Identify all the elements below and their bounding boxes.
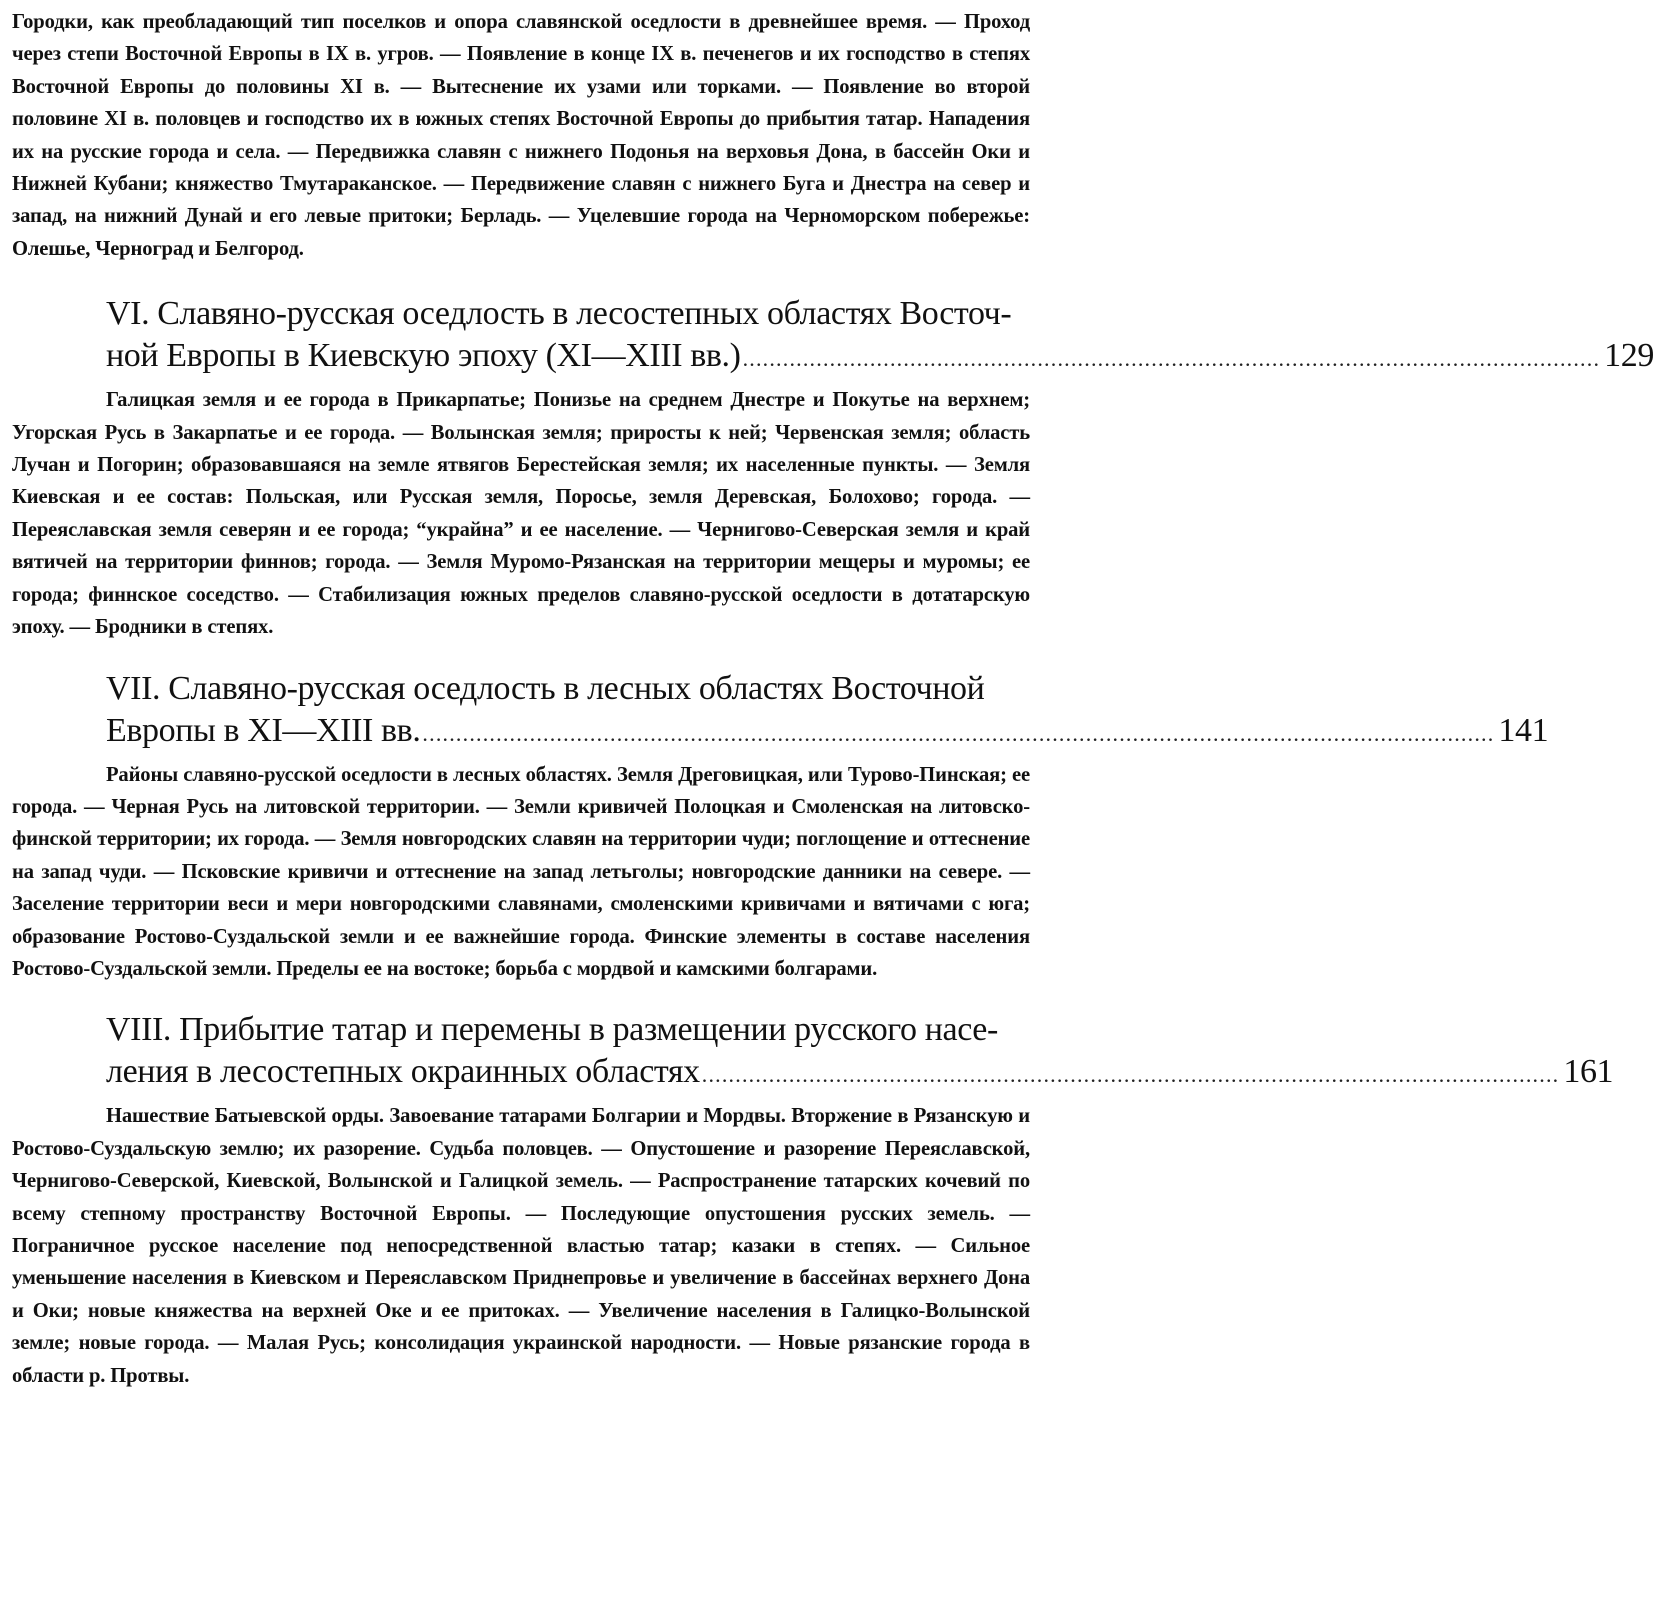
section-heading	[12, 293, 1654, 380]
toc-section-viii	[12, 1009, 1614, 1392]
section-heading-line-1: VII. Славяно-русская оседлость в лесных областях Восточной	[106, 669, 985, 707]
page-number: 161	[1563, 1053, 1614, 1091]
dot-leader: ................................................................................................................................................................	[422, 720, 1495, 746]
intro-summary: Городки, как преобладающий тип поселков и опора славянской оседлости в древнейшее время. — Проход через степи Восточной Европы в IX в. угров. — Появление в конце IX в. печенегов и их господство в степях Восточной Европы до половины XI в. — Вытеснение их узами или торками. — Появление во второй половине XI в. половцев и господство их в южных степях Восточной Европы до прибытия татар. Нападения их на русские города и села. — Передвижка славян с нижнего Подонья на верховья Дона, в бассейн Оки и Нижней Кубани; княжество Тмутараканское. — Передвижение славян с нижнего Буга и Днестра на север и запад, на нижний Дунай и его левые притоки; Берладь. — Уцелевшие города на Черноморском побережье: Олешье, Черноград и Белгород.	[12, 11, 1030, 260]
dot-leader: ................................................................................................................................	[701, 1062, 1560, 1088]
section-heading-text: ной Европы в Киевскую эпоху (XI—XIII вв.)	[106, 337, 741, 375]
dot-leader: ................................................................................................................................	[742, 346, 1601, 372]
toc-section-vii	[12, 668, 1549, 986]
section-summary: Районы славяно-русской оседлости в лесных областях. Земля Дреговицкая, или Турово-Пинская; ее города. — Черная Русь на литовской территории. — Земли кривичей Полоцкая и Смоленская на литовско-финской территории; их города. — Земля новгородских славян на территории чуди; поглощение и оттеснение на запад чуди. — Псковские кривичи и оттеснение на запад летьголы; новгородские данники на севере. — Заселение территории веси и мери новгородскими славянами, смоленскими кривичами и вятичами с юга; образование Ростово-Суздальской земли и ее важнейшие города. Финские элементы в составе населения Ростово-Суздальской земли. Пределы ее на востоке; борьба с мордвой и камскими болгарами.	[12, 763, 1030, 980]
section-heading-text: Европы в XI—XIII вв.	[106, 711, 421, 749]
section-heading	[12, 668, 1549, 755]
section-heading-line-2	[106, 710, 1549, 755]
section-heading-line-1: VIII. Прибытие татар и перемены в размещении русского насе-	[106, 1011, 998, 1049]
table-of-contents-page	[12, 6, 1654, 1392]
section-heading-line-2	[106, 1051, 1614, 1096]
section-heading-line-2	[106, 335, 1654, 380]
section-heading-text: ления в лесостепных окраинных областях	[106, 1053, 700, 1091]
toc-section-vi	[12, 293, 1654, 643]
section-heading	[12, 1009, 1614, 1096]
section-heading-line-1: VI. Славяно-русская оседлость в лесостепных областях Восточ-	[106, 295, 1012, 333]
page-number: 141	[1498, 711, 1549, 749]
section-summary: Галицкая земля и ее города в Прикарпатье; Понизье на среднем Днестре и Покутье на верхнем; Угорская Русь в Закарпатье и ее города. — Волынская земля; приросты к ней; Червенская земля; область Лучан и Погорин; образовавшаяся на земле ятвягов Берестейская земля; их населенные пункты. — Земля Киевская и ее состав: Польская, или Русская земля, Поросье, земля Деревская, Болохово; города. — Переяславская земля северян и ее города; “украйна” и ее население. — Чернигово-Северская земля и край вятичей на территории финнов; города. — Земля Муромо-Рязанская на территории мещеры и муромы; ее города; финнское соседство. — Стабилизация южных пределов славяно-русской оседлости в дотатарскую эпоху. — Бродники в степях.	[12, 389, 1030, 639]
section-summary: Нашествие Батыевской орды. Завоевание татарами Болгарии и Мордвы. Вторжение в Рязанскую и Ростово-Суздальскую землю; их разорение. Судьба половцев. — Опустошение и разорение Переяславской, Чернигово-Северской, Киевской, Волынской и Галицкой земель. — Распространение татарских кочевий по всему степному пространству Восточной Европы. — Последующие опустошения русских земель. — Пограничное русское население под непосредственной властью татар; казаки в степях. — Сильное уменьшение населения в Киевском и Переяславском Приднепровье и увеличение в бассейнах верхнего Дона и Оки; новые княжества на верхней Оке и ее притоках. — Увеличение населения в Галицко-Волынской земле; новые города. — Малая Русь; консолидация украинской народности. — Новые рязанские города в области р. Протвы.	[12, 1105, 1030, 1387]
page-number: 129	[1604, 337, 1654, 375]
